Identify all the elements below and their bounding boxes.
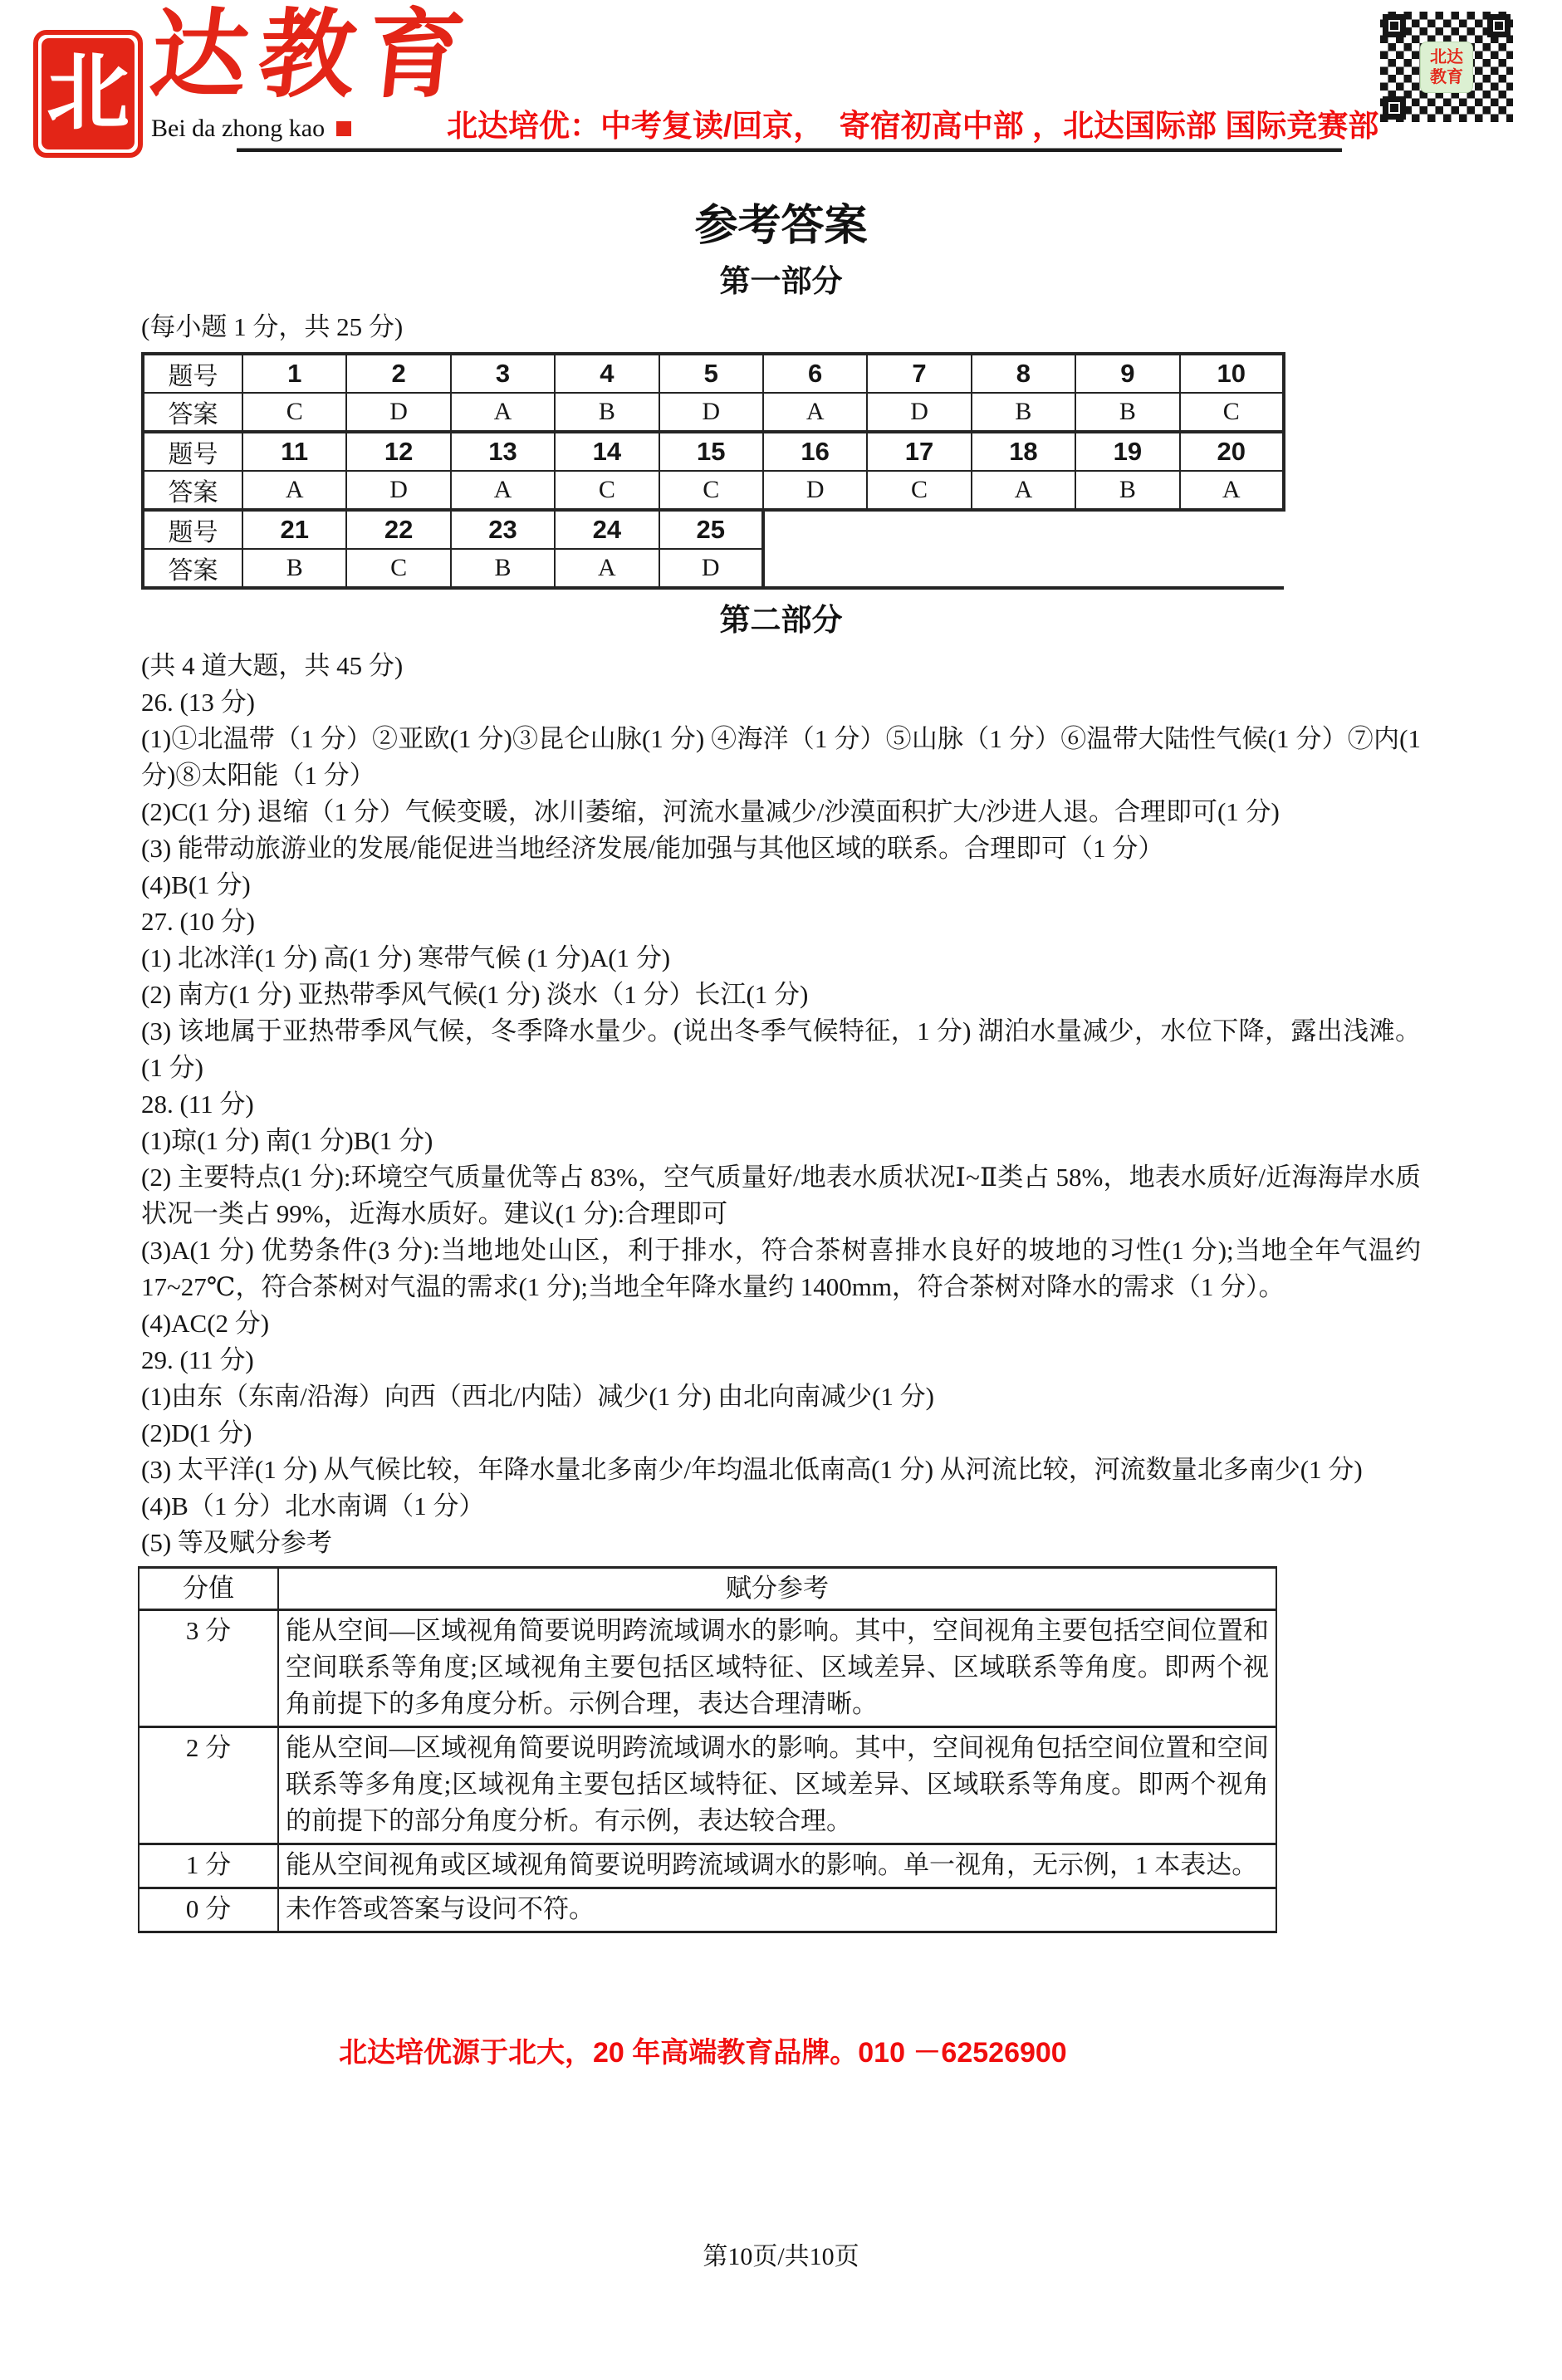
question-number: 6: [763, 354, 867, 393]
logo-red-square: [336, 121, 351, 136]
rubric-row: [139, 1610, 1276, 1727]
answer-cell: A: [555, 549, 659, 588]
answer-line: (1)琼(1 分) 南(1 分)B(1 分): [141, 1126, 433, 1155]
question-number: 3: [451, 354, 555, 393]
answer-cell: C: [555, 471, 659, 510]
answer-line: 27. (10 分): [141, 907, 255, 936]
qr-center-label: [1420, 42, 1473, 93]
empty-cell: [972, 510, 1075, 549]
part2-heading: 第二部分: [719, 603, 843, 637]
part1-note: (每小题 1 分，共 25 分): [141, 312, 404, 341]
answer-cell: D: [763, 471, 867, 510]
part1-heading: 第一部分: [719, 264, 843, 298]
rubric-description: 能从空间—区域视角简要说明跨流域调水的影响。其中，空间视角主要包括空间位置和空间联系等角度;区域视角主要包括区域特征、区域差异、区域联系等角度。即两个视角前提下的多角度分析。示例合理，表达合理清晰。: [278, 1610, 1276, 1727]
question-number: 17: [867, 432, 971, 471]
empty-cell: [763, 510, 867, 549]
rubric-table: [138, 1566, 1277, 1933]
rubric-score: 0 分: [139, 1888, 278, 1932]
row-label: 答案: [143, 393, 242, 432]
answer-line: (3) 太平洋(1 分) 从气候比较，年降水量北多南少/年均温北低南高(1 分) 从河流比较，河流数量北多南少(1 分): [141, 1455, 1363, 1484]
question-number: 14: [555, 432, 659, 471]
question-number: 2: [346, 354, 450, 393]
question-number: 23: [451, 510, 555, 549]
qr-finder-icon: [1383, 96, 1406, 120]
rubric-row: [139, 1888, 1276, 1932]
qr-center-line2: 教育: [1430, 67, 1463, 86]
answer-cell: D: [867, 393, 971, 432]
answer-line: (1) 北冰洋(1 分) 高(1 分) 寒带气候 (1 分)A(1 分): [141, 943, 671, 972]
answer-line: (4)AC(2 分): [141, 1309, 270, 1338]
answer-line: (3) 该地属于亚热带季风气候，冬季降水量少。(说出冬季气候特征，1 分) 湖泊水量减少，水位下降，露出浅滩。(1 分): [141, 1016, 1421, 1082]
rubric-description: 能从空间视角或区域视角简要说明跨流域调水的影响。单一视角，无示例，1 本表达。: [278, 1844, 1276, 1888]
answer-cell: C: [242, 393, 346, 432]
question-number: 15: [659, 432, 763, 471]
row-label: 题号: [143, 510, 242, 549]
answer-line: (5) 等及赋分参考: [141, 1528, 332, 1557]
logo-subtext: [151, 115, 351, 143]
answer-cell: D: [346, 393, 450, 432]
question-number: 22: [346, 510, 450, 549]
answer-cell: A: [1180, 471, 1284, 510]
page-title: 参考答案: [694, 202, 868, 250]
qr-center-line1: 北达: [1430, 47, 1463, 66]
qr-finder-icon: [1487, 14, 1511, 37]
document-body: [141, 163, 1421, 1933]
empty-cell: [1180, 510, 1284, 549]
empty-cell: [763, 549, 867, 588]
answer-cell: B: [1075, 471, 1179, 510]
answer-line: 26. (13 分): [141, 688, 255, 717]
answer-cell: A: [451, 471, 555, 510]
footer-slogan: 北达培优源于北大，20 年高端教育品牌。010 －62526900: [339, 2037, 1067, 2069]
answer-cell: A: [242, 471, 346, 510]
answer-cell: A: [451, 393, 555, 432]
answer-line: (1)由东（东南/沿海）向西（西北/内陆）减少(1 分) 由北向南减少(1 分): [141, 1382, 934, 1411]
question-number: 5: [659, 354, 763, 393]
empty-cell: [972, 549, 1075, 588]
answer-cell: B: [451, 549, 555, 588]
answer-cell: B: [555, 393, 659, 432]
rubric-description: 未作答或答案与设问不符。: [278, 1888, 1276, 1932]
answer-line: (2)D(1 分): [141, 1418, 252, 1447]
question-number: 4: [555, 354, 659, 393]
question-number: 7: [867, 354, 971, 393]
answer-cell: C: [867, 471, 971, 510]
answer-cell: A: [763, 393, 867, 432]
answer-line: 29. (11 分): [141, 1345, 254, 1374]
empty-cell: [1075, 549, 1179, 588]
question-number: 1: [242, 354, 346, 393]
answer-cell: D: [659, 549, 763, 588]
question-number: 16: [763, 432, 867, 471]
logo-stamp-char: 北: [42, 38, 135, 149]
question-number: 24: [555, 510, 659, 549]
rubric-description: 能从空间—区域视角简要说明跨流域调水的影响。其中，空间视角包括空间位置和空间联系等多角度;区域视角主要包括区域特征、区域差异、区域联系等角度。即两个视角的前提下的部分角度分析。有示例，表达较合理。: [278, 1727, 1276, 1844]
answer-line: (2)C(1 分) 退缩（1 分）气候变暖，冰川萎缩，河流水量减少/沙漠面积扩大/沙进人退。合理即可(1 分): [141, 797, 1280, 826]
question-number: 9: [1075, 354, 1179, 393]
answer-line: (4)B(1 分): [141, 870, 251, 899]
question-number: 13: [451, 432, 555, 471]
answer-cell: C: [659, 471, 763, 510]
question-number: 10: [1180, 354, 1284, 393]
question-number: 21: [242, 510, 346, 549]
page-indicator: 第10页/共10页: [703, 2243, 859, 2270]
answer-cell: D: [346, 471, 450, 510]
answer-row: [143, 471, 1284, 510]
row-label: 答案: [143, 549, 242, 588]
answer-cell: A: [972, 471, 1075, 510]
answer-cell: D: [659, 393, 763, 432]
rubric-score: 1 分: [139, 1844, 278, 1888]
question-number-row: [143, 432, 1284, 471]
rubric-row: [139, 1727, 1276, 1844]
answer-line: (4)B（1 分）北水南调（1 分）: [141, 1491, 485, 1521]
question-number: 8: [972, 354, 1075, 393]
question-number: 25: [659, 510, 763, 549]
question-number: 11: [242, 432, 346, 471]
answer-cell: C: [346, 549, 450, 588]
answer-line: (2) 南方(1 分) 亚热带季风气候(1 分) 淡水（1 分）长江(1 分): [141, 980, 809, 1009]
empty-cell: [1075, 510, 1179, 549]
logo-text: 达教育: [145, 3, 481, 110]
answer-line: (3)A(1 分) 优势条件(3 分):当地地处山区，利于排水，符合茶树喜排水良好的坡地的习性(1 分);当地全年气温约 17~27℃，符合茶树对气温的需求(1 分);当地全年降水量约 1400mm，符合茶树对降水的需求（1 分）。: [141, 1236, 1421, 1301]
header-divider: [237, 148, 1342, 152]
question-number: 20: [1180, 432, 1284, 471]
rubric-score: 2 分: [139, 1727, 278, 1844]
logo-subtext-label: Bei da zhong kao: [151, 115, 326, 142]
rubric-score: 3 分: [139, 1610, 278, 1727]
question-number: 18: [972, 432, 1075, 471]
answer-row: [143, 393, 1284, 432]
row-label: 答案: [143, 471, 242, 510]
row-label: 题号: [143, 432, 242, 471]
logo-stamp: [33, 30, 143, 158]
answer-cell: B: [1075, 393, 1179, 432]
part2-note: (共 4 道大题，共 45 分): [141, 651, 404, 680]
question-number-row: [143, 510, 1284, 549]
rubric-header-ref: 赋分参考: [278, 1568, 1276, 1610]
answer-line: (3) 能带动旅游业的发展/能促进当地经济发展/能加强与其他区域的联系。合理即可（1 分）: [141, 834, 1164, 863]
answer-line: (2) 主要特点(1 分):环境空气质量优等占 83%，空气质量好/地表水质状况Ⅰ~Ⅱ类占 58%，地表水质好/近海海岸水质状况一类占 99%，近海水质好。建议(1 分):合理即可: [141, 1163, 1421, 1228]
rubric-row: [139, 1844, 1276, 1888]
answer-line: (1)①北温带（1 分）②亚欧(1 分)③昆仑山脉(1 分) ④海洋（1 分）⑤山脉（1 分）⑥温带大陆性气候(1 分）⑦内(1 分)⑧太阳能（1 分）: [141, 724, 1421, 790]
question-number-row: [143, 354, 1284, 393]
answer-line: 28. (11 分): [141, 1090, 254, 1119]
rubric-header-score: 分值: [139, 1568, 278, 1610]
qr-finder-icon: [1383, 14, 1406, 37]
row-label: 题号: [143, 354, 242, 393]
empty-cell: [1180, 549, 1284, 588]
rubric-header-row: [139, 1568, 1276, 1610]
empty-cell: [867, 510, 971, 549]
question-number: 12: [346, 432, 450, 471]
empty-cell: [867, 549, 971, 588]
header-slogan: 北达培优：中考复读/回京， 寄宿初高中部 ，北达国际部 国际竞赛部: [447, 109, 1379, 143]
answer-cell: B: [972, 393, 1075, 432]
answer-row: [143, 549, 1284, 588]
answer-table: [141, 352, 1285, 590]
qr-code: [1380, 12, 1513, 122]
header: [0, 0, 1562, 163]
answer-cell: C: [1180, 393, 1284, 432]
answer-cell: B: [242, 549, 346, 588]
question-number: 19: [1075, 432, 1179, 471]
